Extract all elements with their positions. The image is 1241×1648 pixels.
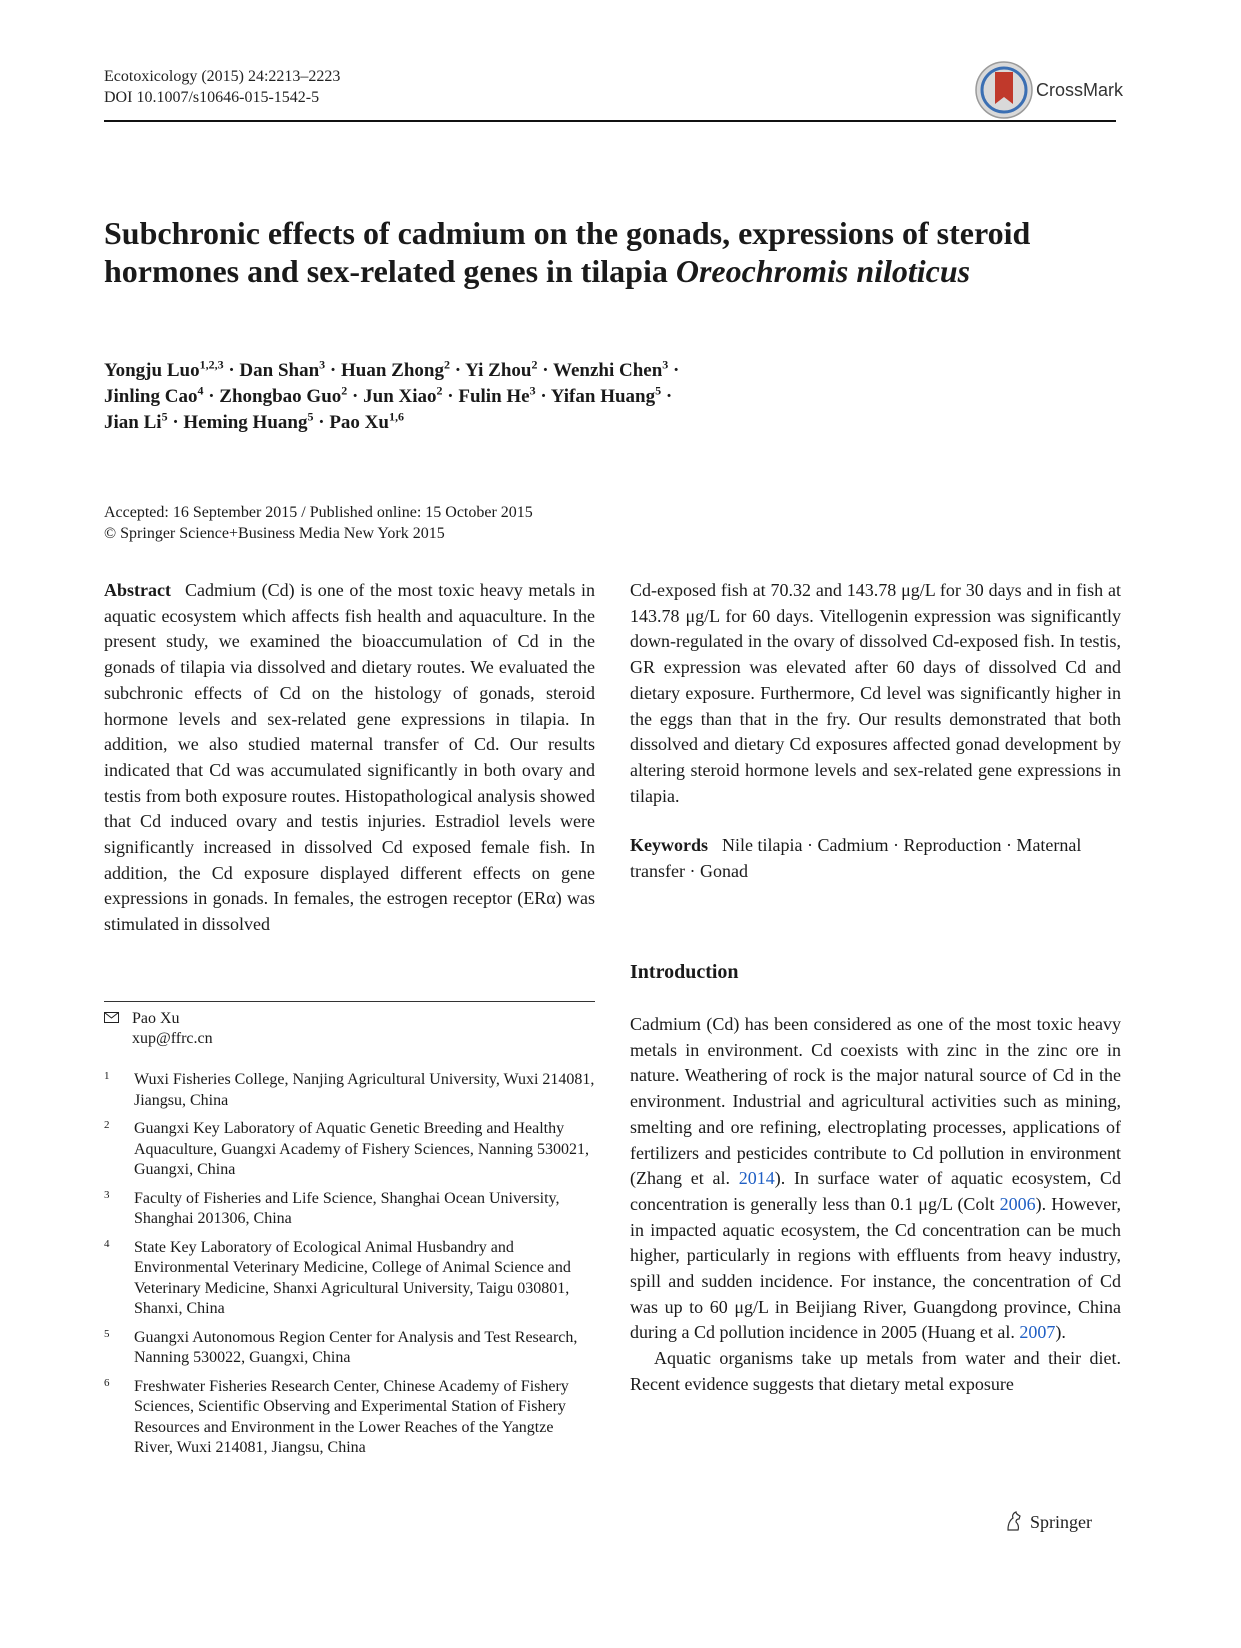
author-affiliation-sup: 3: [529, 383, 536, 398]
affiliation-item: [104, 1238, 595, 1320]
accepted-published: Accepted: 16 September 2015 / Published online: 15 October 2015: [104, 504, 533, 521]
affiliation-list: [104, 1070, 595, 1467]
reference-link[interactable]: 2006: [999, 1193, 1036, 1214]
footnote-rule: [104, 1001, 595, 1002]
author-affiliation-sup: 2: [436, 383, 443, 398]
affiliation-text: Freshwater Fisheries Research Center, Chinese Academy of Fishery Sciences, Scientific Observing and Experimental Station of Fishery Resources and Environment in the Lower Reaches of the Yangtze River, Wuxi 214081, Jiangsu, China: [134, 1377, 569, 1456]
author-affiliation-sup: 5: [161, 409, 168, 424]
author-affiliation-sup: 5: [655, 383, 662, 398]
affiliation-item: [104, 1377, 595, 1459]
author-affiliation-sup: 2: [341, 383, 348, 398]
abstract-text-left: Cadmium (Cd) is one of the most toxic heavy metals in aquatic ecosystem which affects fish health and aquaculture. In the present study, we examined the bioaccumulation of Cd in the gonads of tilapia via dissolved and dietary routes. We evaluated the subchronic effects of Cd on the histology of gonads, steroid hormone levels and sex-related gene expressions in tilapia. In addition, we also studied maternal transfer of Cd. Our results indicated that Cd was accumulated significantly in both ovary and testis from both exposure routes. Histopathological analysis showed that Cd induced ovary and testis injuries. Estradiol levels were significantly increased in dissolved Cd exposed female fish. In addition, the Cd exposure displayed different effects on gene expressions in gonads. In females, the estrogen receptor (ERα) was stimulated in dissolved: [104, 580, 595, 935]
springer-horse-icon: [1003, 1510, 1025, 1532]
author-affiliation-sup: 1,6: [388, 409, 404, 424]
author-list: Yongju Luo$^{1,2,3}$ · Dan Shan$^3$ · Huan Zhong$^2$ · Yi Zhou$^2$ · Wenzhi Chen$^3$ · Jinling Cao$^4$ · Zhongbao Guo$^2$ · Jun Xiao$^2$ · Fulin $He^3$ · Yifan Huang$^5$ · Jian $Li^5 \cdot Heming$ Huang$^5$ · Pao Xu$^{1,6}$: [104, 357, 680, 433]
author: [363, 383, 443, 407]
affiliation-number: 3: [104, 1188, 110, 1201]
correspondence-name: Pao Xu: [132, 1010, 180, 1027]
author: [219, 383, 348, 407]
reference-link[interactable]: 2007: [1019, 1322, 1056, 1343]
affiliation-number: 2: [104, 1119, 110, 1131]
author-affiliation-sup: 2: [531, 357, 538, 372]
author: [239, 357, 326, 381]
doi[interactable]: DOI 10.1007/s10646-015-1542-5: [104, 89, 320, 106]
author-affiliation-sup: 5: [307, 409, 314, 424]
affiliation-number: 5: [104, 1327, 110, 1340]
introduction-body: [630, 1012, 1121, 1398]
intro-text-a: Cadmium (Cd) has been considered as one of the most toxic heavy metals in environment. Cd coexists with zinc in the zinc ore in nature. Weathering of rock is the major natural source of Cd in the environment. Industrial and agricultural activities such as mining, smelting and ore refining, electroplating processes, applications of fertilizers and pesticides contribute to Cd pollution in environment (Zhang et al.: [630, 1014, 1121, 1189]
affiliation-text: Wuxi Fisheries College, Nanjing Agricultural University, Wuxi 214081, Jiangsu, China: [134, 1071, 595, 1109]
author: [465, 357, 538, 381]
crossmark-label[interactable]: CrossMark: [1036, 80, 1124, 100]
keywords-label: Keywords: [630, 835, 708, 856]
author: [104, 357, 224, 381]
abstract-left: [104, 578, 595, 938]
author-name: Pao Xu: [329, 412, 389, 433]
author-name: Yi Zhou: [465, 360, 532, 381]
abstract-text-right: Cd-exposed fish at 70.32 and 143.78 μg/L for 30 days and in fish at 143.78 μg/L for 60 days. Vitellogenin expression was significantly down-regulated in the ovary of dissolved Cd-exposed fish. In testis, GR expression was elevated after 60 days of dissolved Cd and dietary exposure. Furthermore, Cd level was significantly higher in the eggs than that in the fry. Our results demonstrated that both dissolved and dietary Cd exposures affected gonad development by altering steroid hormone levels and sex-related gene expressions in tilapia.: [630, 580, 1121, 806]
author-name: Yifan Huang: [550, 386, 656, 407]
springer-label: Springer: [1030, 1512, 1092, 1532]
article-title: [104, 214, 1064, 290]
author-affiliation-sup: 1,2,3: [199, 357, 224, 372]
envelope-icon: [104, 1012, 119, 1023]
keywords: [630, 833, 1121, 884]
author: [329, 409, 404, 433]
intro-text-c: ). However, in impacted aquatic ecosystem, the Cd concentration can be much higher, particularly in regions with effluents from heavy industry, spill and sudden incidence. For instance, the concentration of Cd was up to 60 μg/L in Beijiang River, Guangdong province, China during a Cd pollution incidence in 2005 (Huang et al.: [630, 1193, 1121, 1343]
header-rule: [104, 120, 1116, 122]
affiliation-number: 6: [104, 1376, 110, 1389]
intro-paragraph-1: [630, 1012, 1121, 1346]
copyright: © Springer Science+Business Media New York 2015: [104, 525, 445, 542]
affiliation-item: [104, 1070, 595, 1111]
intro-paragraph-2: Aquatic organisms take up metals from water and their diet. Recent evidence suggests that dietary metal exposure: [630, 1348, 1121, 1394]
correspondence-email[interactable]: xup@ffrc.cn: [132, 1030, 213, 1047]
affiliation-item: [104, 1328, 595, 1369]
author-name: Heming Huang: [183, 412, 308, 433]
author: [104, 383, 204, 407]
author-affiliation-sup: 2: [444, 357, 450, 372]
intro-text-b: ). In surface water of aquatic ecosystem, Cd concentration is generally less than 0.1 μg/L (Colt: [630, 1168, 1121, 1214]
keywords-text: Nile tilapia · Cadmium · Reproduction · Maternal transfer · Gonad: [630, 835, 1082, 882]
affiliation-item: [104, 1189, 595, 1230]
author: [458, 383, 536, 407]
author-name: Jun Xiao: [363, 386, 437, 407]
author-affiliation-sup: 3: [662, 357, 669, 372]
author-name: Huan Zhong: [341, 360, 444, 381]
author-name: Zhongbao Guo: [219, 386, 342, 407]
author-name: Wenzhi Chen: [553, 360, 663, 381]
affiliation-number: 1: [104, 1070, 110, 1082]
author-affiliation-sup: 3: [319, 357, 326, 372]
abstract-right: [630, 578, 1121, 885]
abstract-label: Abstract: [104, 580, 171, 600]
affiliation-text: State Key Laboratory of Ecological Animal Husbandry and Environmental Veterinary Medicine, College of Animal Science and Veterinary Medicine, Shanxi Agricultural University, Taigu 030801, Shanxi, China: [134, 1238, 571, 1317]
affiliation-text: Guangxi Key Laboratory of Aquatic Genetic Breeding and Healthy Aquaculture, Guangxi Academy of Fishery Sciences, Nanning 530021, Guangxi, China: [134, 1120, 590, 1178]
introduction-heading: Introduction: [630, 961, 739, 983]
author-name: Fulin He: [458, 386, 530, 407]
author: [553, 357, 669, 381]
title-species: Oreochromis niloticus: [675, 253, 971, 289]
affiliation-number: 4: [104, 1237, 110, 1250]
author-name: Jian Li: [104, 412, 162, 433]
author-name: Dan Shan: [239, 360, 320, 381]
intro-text-d: ).: [1055, 1322, 1066, 1343]
author: [183, 409, 314, 433]
affiliation-text: Guangxi Autonomous Region Center for Analysis and Test Research, Nanning 530022, Guangxi, China: [134, 1328, 578, 1366]
author: [341, 357, 450, 381]
author-affiliation-sup: 4: [197, 383, 204, 398]
correspondence: [104, 1009, 213, 1049]
journal-citation: Ecotoxicology (2015) 24:2213–2223: [104, 68, 341, 85]
author-name: Yongju Luo: [104, 360, 200, 381]
author-name: Jinling Cao: [104, 386, 198, 407]
title-main: Subchronic effects of cadmium on the gonads, expressions of steroid hormones and sex-related genes in tilapia: [104, 215, 1031, 289]
author: [550, 383, 662, 407]
affiliation-text: Faculty of Fisheries and Life Science, Shanghai Ocean University, Shanghai 201306, China: [134, 1189, 560, 1227]
affiliation-item: [104, 1119, 595, 1181]
publication-dates: [104, 502, 533, 544]
crossmark-logo-icon[interactable]: [974, 60, 1034, 120]
author: [104, 409, 168, 433]
reference-link[interactable]: 2014: [738, 1168, 775, 1189]
